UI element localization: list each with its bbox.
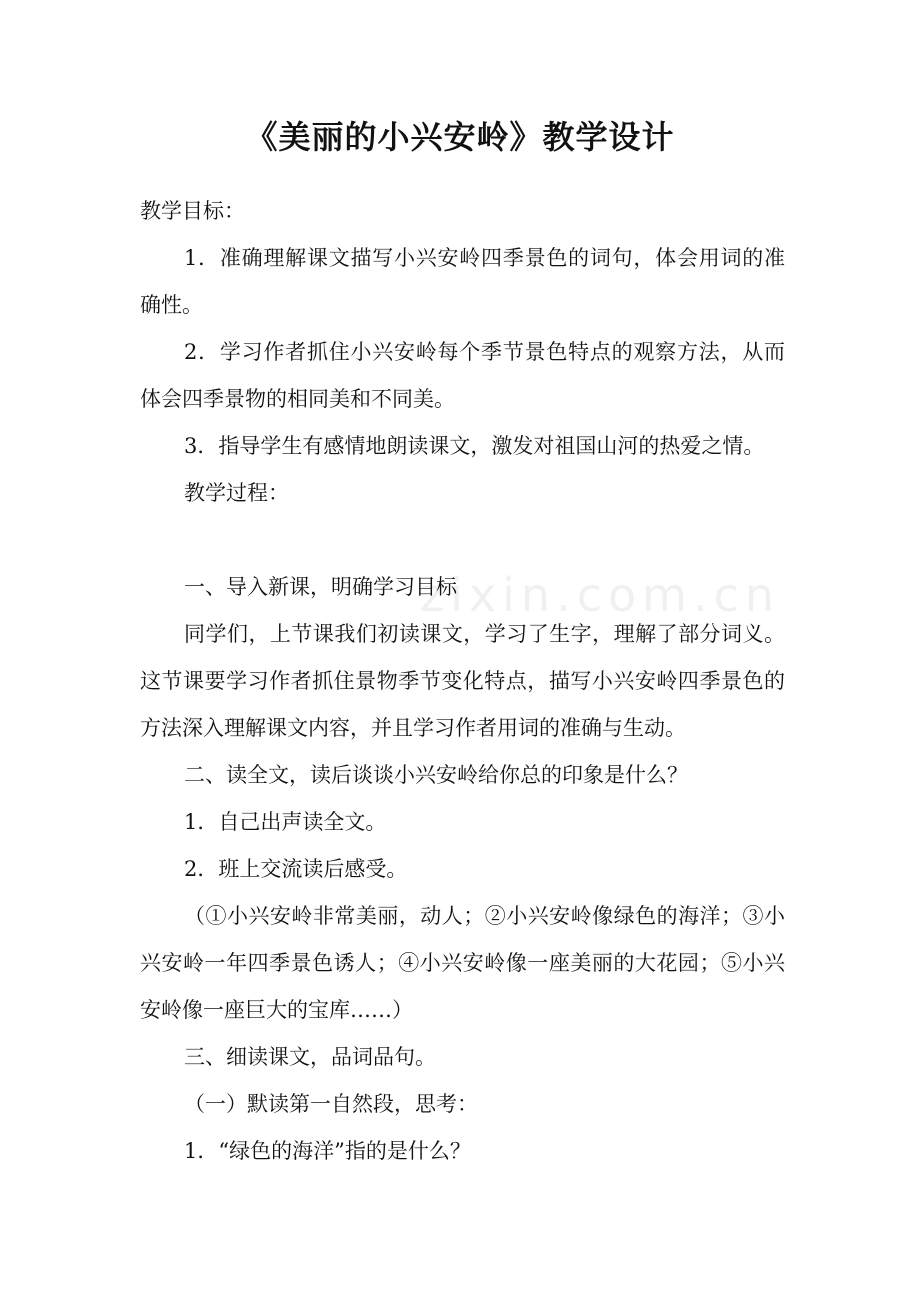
paragraph: 1．“绿色的海洋”指的是什么？ [184,1139,471,1163]
section-heading: 三、细读课文，品词品句。 [184,1045,436,1069]
section-heading: 二、读全文，读后谈谈小兴安岭给你总的印象是什么？ [184,763,688,787]
watermark: zixin.com.cn [420,568,781,622]
section-heading: 一、导入新课，明确学习目标 [184,575,457,599]
paragraph: 3．指导学生有感情地朗读课文，激发对祖国山河的热爱之情。 [184,434,765,458]
document-title: 《美丽的小兴安岭》教学设计 [245,118,675,156]
paragraph: （①小兴安岭非常美丽，动人；②小兴安岭像绿色的海洋；③小兴安岭一年四季景色诱人；④小兴安岭像一座美丽的大花园；⑤小兴安岭像一座巨大的宝库……） [140,904,785,1022]
paragraph: 同学们，上节课我们初读课文，学习了生字，理解了部分词义。这节课要学习作者抓住景物季节变化特点，描写小兴安岭四季景色的方法深入理解课文内容，并且学习作者用词的准确与生动。 [140,622,785,740]
paragraph: 1．准确理解课文描写小兴安岭四季景色的词句，体会用词的准确性。 [140,246,785,317]
blank-line [140,517,785,564]
paragraph: 1．自己出声读全文。 [184,810,387,834]
paragraph: 教学目标： [140,199,245,223]
paragraph: 2．学习作者抓住小兴安岭每个季节景色特点的观察方法，从而体会四季景物的相同美和不同美。 [140,340,785,411]
paragraph: （一）默读第一自然段，思考： [184,1092,478,1116]
document-body [140,188,785,1175]
paragraph: 教学过程： [184,481,289,505]
paragraph: 2．班上交流读后感受。 [184,857,408,881]
